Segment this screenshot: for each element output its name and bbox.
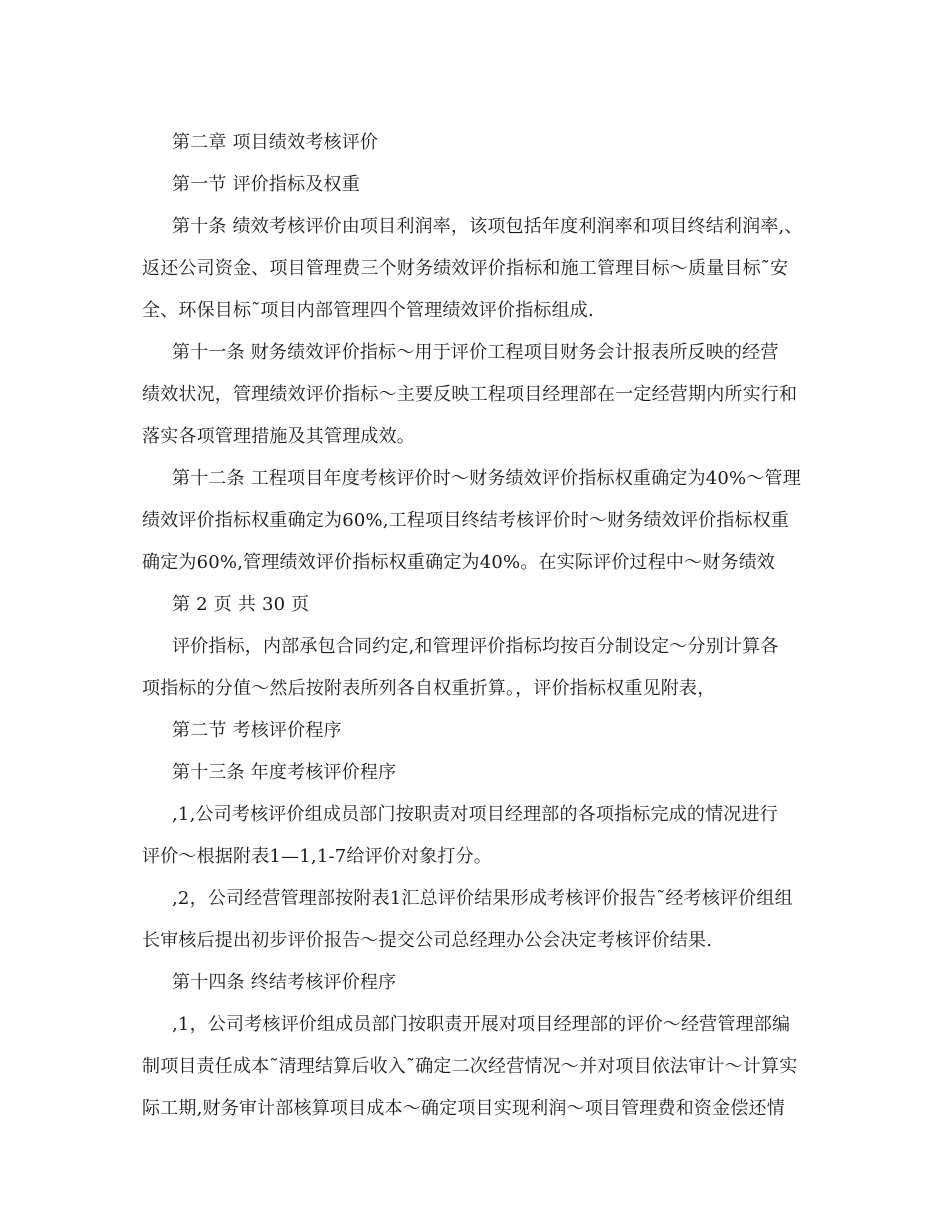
section-heading: 第二节 考核评价程序: [172, 720, 342, 741]
article-heading: 第十四条 终结考核评价程序: [172, 972, 397, 993]
paragraph-line: 绩效状况，管理绩效评价指标～主要反映工程项目经理部在一定经营期内所实行和: [142, 384, 798, 405]
paragraph-line: 第十二条 工程项目年度考核评价时～财务绩效评价指标权重确定为40%～管理: [172, 468, 801, 489]
paragraph-line: 第十一条 财务绩效评价指标～用于评价工程项目财务会计报表所反映的经营: [172, 342, 779, 363]
chapter-heading: 第二章 项目绩效考核评价: [172, 132, 379, 153]
paragraph-line: 际工期,财务审计部核算项目成本～确定项目实现利润～项目管理费和资金偿还情: [142, 1098, 785, 1119]
paragraph-line: ,2，公司经营管理部按附表1汇总评价结果形成考核评价报告˜经考核评价组组: [172, 888, 793, 909]
paragraph-line: 绩效评价指标权重确定为60%,工程项目终结考核评价时～财务绩效评价指标权重: [142, 510, 790, 531]
paragraph-line: 返还公司资金、项目管理费三个财务绩效评价指标和施工管理目标～质量目标˜安: [142, 258, 789, 279]
paragraph-line: 落实各项管理措施及其管理成效。: [142, 426, 415, 447]
page-number: 第 2 页 共 30 页: [172, 594, 310, 615]
paragraph-line: 评价～根据附表1—1,1-7给评价对象打分。: [142, 846, 493, 867]
paragraph-line: 制项目责任成本˜清理结算后收入˜确定二次经营情况～并对项目依法审计～计算实: [142, 1056, 798, 1077]
paragraph-line: ,1,公司考核评价组成员部门按职责对项目经理部的各项指标完成的情况进行: [172, 804, 778, 825]
paragraph-line: 全、环保目标˜项目内部管理四个管理绩效评价指标组成.: [142, 300, 594, 321]
paragraph-line: 项指标的分值～然后按附表所列各自权重折算。，评价指标权重见附表，: [142, 678, 716, 699]
paragraph-line: ,1，公司考核评价组成员部门按职责开展对项目经理部的评价～经营管理部编: [172, 1014, 791, 1035]
paragraph-line: 第十条 绩效考核评价由项目利润率，该项包括年度利润率和项目终结利润率,、: [172, 216, 803, 237]
paragraph-line: 长审核后提出初步评价报告～提交公司总经理办公会决定考核评价结果.: [142, 930, 713, 951]
paragraph-line: 评价指标，内部承包合同约定,和管理评价指标均按百分制设定～分别计算各: [172, 636, 779, 657]
paragraph-line: 确定为60%,管理绩效评价指标权重确定为40%。在实际评价过程中～财务绩效: [142, 552, 776, 573]
section-heading: 第一节 评价指标及权重: [172, 174, 360, 195]
article-heading: 第十三条 年度考核评价程序: [172, 762, 397, 783]
